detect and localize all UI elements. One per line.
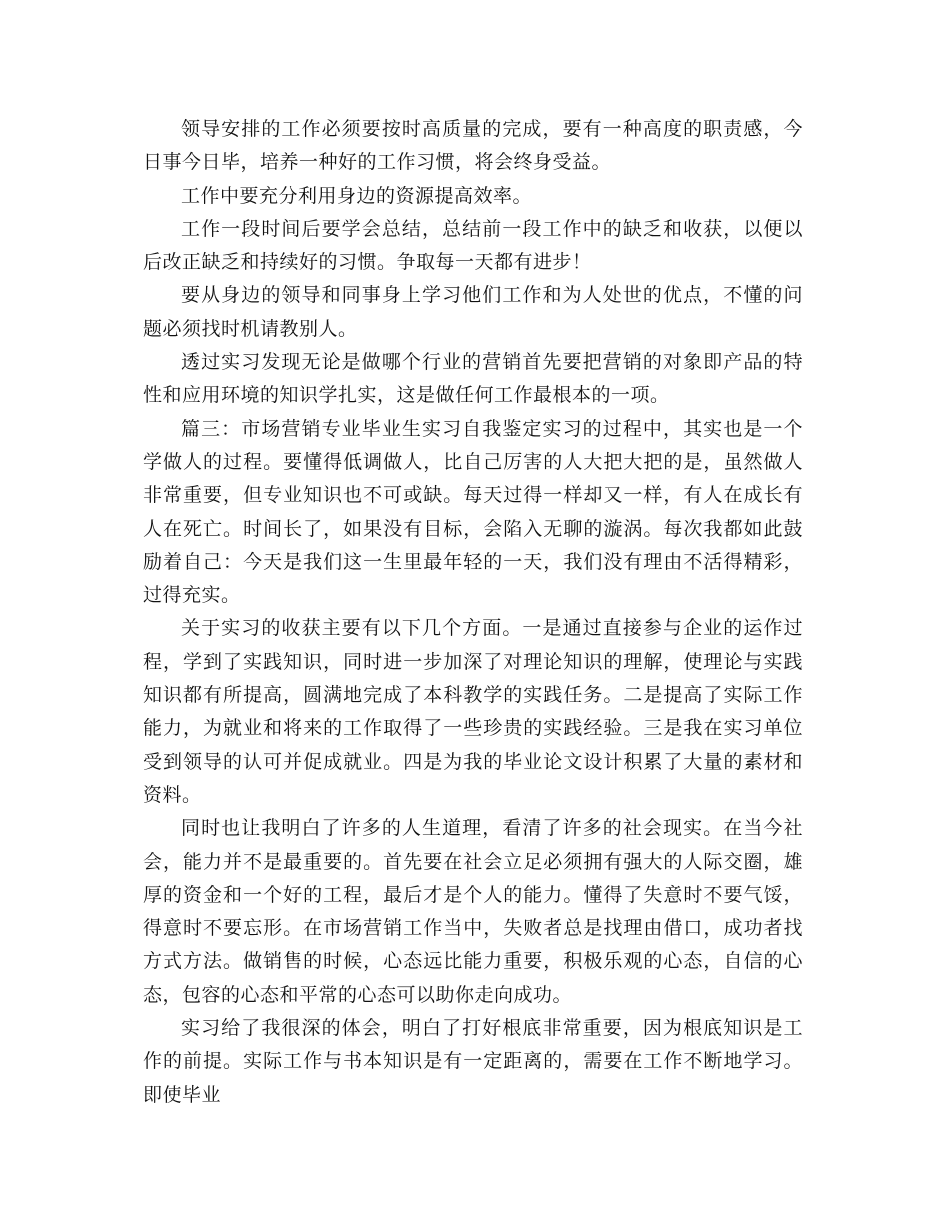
paragraph: 工作中要充分利用身边的资源提高效率。 [181, 184, 533, 207]
paragraph: 实习给了我很深的体会，明白了打好根底非常重要，因为根底知识是工作的前提。实际工作与书本知识是有一定距离的，需要在工作不断地学习。即使毕业 [143, 1017, 803, 1106]
paragraph: 篇三：市场营销专业毕业生实习自我鉴定实习的过程中，其实也是一个学做人的过程。要懂得低调做人，比自己厉害的人大把大把的是，虽然做人非常重要，但专业知识也不可或缺。每天过得一样却又一样，有人在成长有人在死亡。时间长了，如果没有目标，会陷入无聊的漩涡。每次我都如此鼓励着自己：今天是我们这一生里最年轻的一天，我们没有理由不活得精彩，过得充实。 [143, 417, 803, 607]
paragraph: 同时也让我明白了许多的人生道理，看清了许多的社会现实。在当今社会，能力并不是最重要的。首先要在社会立足必须拥有强大的人际交圈，雄厚的资金和一个好的工程，最后才是个人的能力。懂得了失意时不要气馁，得意时不要忘形。在市场营销工作当中，失败者总是找理由借口，成功者找方式方法。做销售的时候，心态远比能力重要，积极乐观的心态，自信的心态，包容的心态和平常的心态可以助你走向成功。 [143, 817, 803, 1006]
paragraph: 领导安排的工作必须要按时高质量的完成，要有一种高度的职责感，今日事今日毕，培养一种好的工作习惯，将会终身受益。 [143, 118, 803, 174]
document-body [143, 113, 803, 1112]
paragraph: 要从身边的领导和同事身上学习他们工作和为人处世的优点，不懂的问题必须找时机请教别人。 [143, 284, 803, 340]
paragraph: 关于实习的收获主要有以下几个方面。一是通过直接参与企业的运作过程，学到了实践知识，同时进一步加深了对理论知识的理解，使理论与实践知识都有所提高，圆满地完成了本科教学的实践任务。二是提高了实际工作能力，为就业和将来的工作取得了一些珍贵的实践经验。三是我在实习单位受到领导的认可并促成就业。四是为我的毕业论文设计积累了大量的素材和资料。 [143, 617, 803, 806]
paragraph: 透过实习发现无论是做哪个行业的营销首先要把营销的对象即产品的特性和应用环境的知识学扎实，这是做任何工作最根本的一项。 [143, 351, 803, 407]
paragraph: 工作一段时间后要学会总结，总结前一段工作中的缺乏和收获，以便以后改正缺乏和持续好的习惯。争取每一天都有进步！ [143, 217, 803, 274]
